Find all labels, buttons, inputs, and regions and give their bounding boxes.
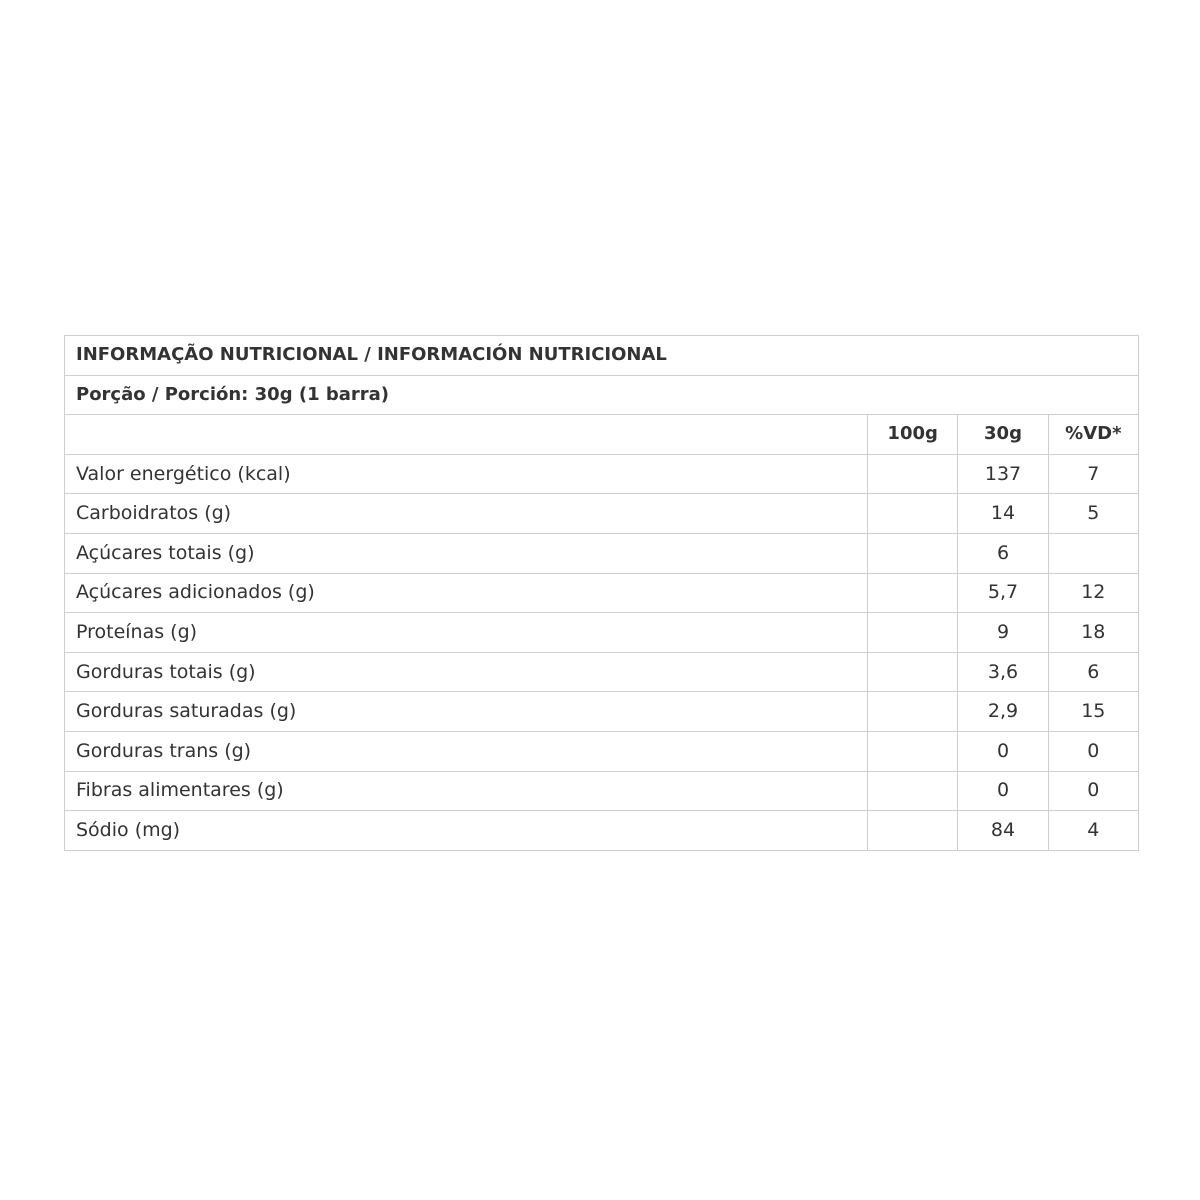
value-30g: 137	[958, 454, 1048, 494]
value-vd: 12	[1048, 573, 1138, 613]
value-30g: 9	[958, 613, 1048, 653]
column-header-nutrient	[65, 415, 868, 455]
column-header-100g: 100g	[868, 415, 958, 455]
value-vd	[1048, 533, 1138, 573]
value-30g: 5,7	[958, 573, 1048, 613]
nutrient-label: Sódio (mg)	[65, 811, 868, 851]
value-30g: 2,9	[958, 692, 1048, 732]
value-100g	[868, 692, 958, 732]
table-row	[65, 533, 1139, 573]
value-vd: 5	[1048, 494, 1138, 534]
value-100g	[868, 454, 958, 494]
nutrient-label: Gorduras saturadas (g)	[65, 692, 868, 732]
value-vd: 6	[1048, 652, 1138, 692]
value-vd: 18	[1048, 613, 1138, 653]
nutrient-label: Gorduras trans (g)	[65, 731, 868, 771]
value-100g	[868, 771, 958, 811]
value-100g	[868, 652, 958, 692]
table-row	[65, 771, 1139, 811]
value-100g	[868, 731, 958, 771]
nutrient-label: Fibras alimentares (g)	[65, 771, 868, 811]
value-vd: 15	[1048, 692, 1138, 732]
value-30g: 0	[958, 731, 1048, 771]
value-vd: 0	[1048, 731, 1138, 771]
column-header-30g: 30g	[958, 415, 1048, 455]
nutrient-label: Proteínas (g)	[65, 613, 868, 653]
table-row	[65, 811, 1139, 851]
value-30g: 14	[958, 494, 1048, 534]
table-title-row	[65, 336, 1139, 376]
value-30g: 6	[958, 533, 1048, 573]
column-header-vd: %VD*	[1048, 415, 1138, 455]
value-100g	[868, 573, 958, 613]
nutrient-label: Valor energético (kcal)	[65, 454, 868, 494]
serving-size: Porção / Porción: 30g (1 barra)	[65, 375, 1139, 415]
value-30g: 84	[958, 811, 1048, 851]
column-header-row	[65, 415, 1139, 455]
value-100g	[868, 811, 958, 851]
table-row	[65, 454, 1139, 494]
nutrient-label: Gorduras totais (g)	[65, 652, 868, 692]
nutrient-label: Açúcares totais (g)	[65, 533, 868, 573]
value-30g: 0	[958, 771, 1048, 811]
table-row	[65, 692, 1139, 732]
nutrition-table	[64, 335, 1139, 851]
value-30g: 3,6	[958, 652, 1048, 692]
serving-row	[65, 375, 1139, 415]
value-vd: 7	[1048, 454, 1138, 494]
value-100g	[868, 613, 958, 653]
nutrient-label: Açúcares adicionados (g)	[65, 573, 868, 613]
table-row	[65, 731, 1139, 771]
table-row	[65, 652, 1139, 692]
table-row	[65, 573, 1139, 613]
nutrient-label: Carboidratos (g)	[65, 494, 868, 534]
table-row	[65, 613, 1139, 653]
table-title: INFORMAÇÃO NUTRICIONAL / INFORMACIÓN NUTRICIONAL	[65, 336, 1139, 376]
table-row	[65, 494, 1139, 534]
value-100g	[868, 533, 958, 573]
value-vd: 4	[1048, 811, 1138, 851]
value-vd: 0	[1048, 771, 1138, 811]
value-100g	[868, 494, 958, 534]
